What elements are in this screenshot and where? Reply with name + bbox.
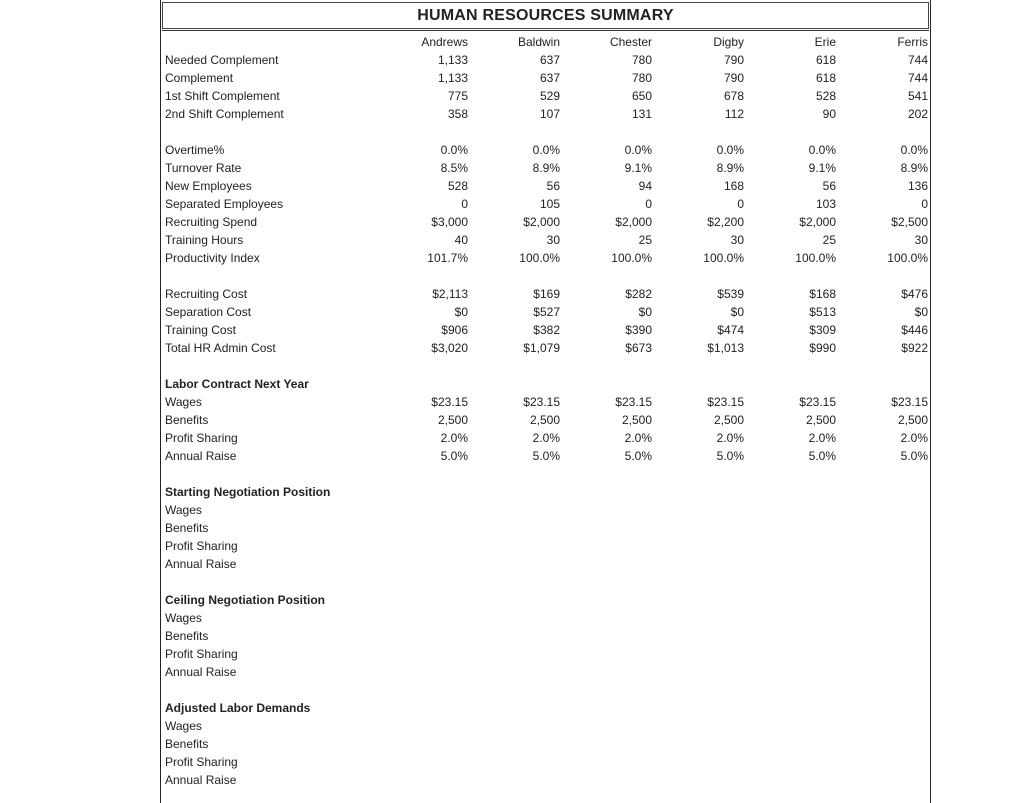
row-label: Wages: [165, 395, 202, 409]
cell-value: $168: [809, 287, 836, 301]
row-label: 2nd Shift Complement: [165, 107, 284, 121]
cell-value: 8.9%: [900, 161, 928, 175]
section-heading: Ceiling Negotiation Position: [165, 593, 325, 607]
row-label: Wages: [165, 719, 202, 733]
cell-value: $309: [809, 323, 836, 337]
cell-value: 100.0%: [703, 251, 744, 265]
cell-value: 5.0%: [716, 449, 744, 463]
cell-value: 0: [461, 197, 468, 211]
cell-value: $3,020: [431, 341, 468, 355]
cell-value: $2,000: [615, 215, 652, 229]
cell-value: $23.15: [523, 395, 560, 409]
cell-value: $474: [717, 323, 744, 337]
cell-value: 678: [723, 89, 744, 103]
cell-value: 790: [723, 53, 744, 67]
cell-value: 202: [907, 107, 928, 121]
cell-value: 618: [815, 53, 836, 67]
row-label: Benefits: [165, 413, 209, 427]
cell-value: $0: [914, 305, 928, 319]
header-rule: [162, 30, 929, 31]
cell-value: 0.0%: [440, 143, 468, 157]
cell-value: 136: [907, 179, 928, 193]
cell-value: 0.0%: [716, 143, 744, 157]
row-label: Training Hours: [165, 233, 244, 247]
cell-value: 5.0%: [532, 449, 560, 463]
cell-value: 0: [737, 197, 744, 211]
cell-value: 1,133: [437, 71, 468, 85]
cell-value: $673: [625, 341, 652, 355]
row-label: Benefits: [165, 521, 209, 535]
cell-value: 5.0%: [624, 449, 652, 463]
cell-value: 529: [539, 89, 560, 103]
cell-value: $0: [638, 305, 652, 319]
cell-value: 94: [638, 179, 652, 193]
cell-value: 0.0%: [532, 143, 560, 157]
cell-value: 637: [539, 53, 560, 67]
column-header-ferris: Ferris: [897, 35, 928, 49]
cell-value: $23.15: [891, 395, 928, 409]
cell-value: 2.0%: [440, 431, 468, 445]
cell-value: $282: [625, 287, 652, 301]
hr-summary-sheet: [160, 0, 931, 803]
cell-value: 103: [815, 197, 836, 211]
row-label: Benefits: [165, 629, 209, 643]
row-label: Profit Sharing: [165, 647, 238, 661]
cell-value: $539: [717, 287, 744, 301]
cell-value: 0: [645, 197, 652, 211]
cell-value: 2,500: [529, 413, 560, 427]
row-label: Annual Raise: [165, 773, 237, 787]
cell-value: 2,500: [437, 413, 468, 427]
cell-value: $23.15: [707, 395, 744, 409]
cell-value: $476: [901, 287, 928, 301]
cell-value: 40: [454, 233, 468, 247]
cell-value: $169: [533, 287, 560, 301]
cell-value: $513: [809, 305, 836, 319]
cell-value: $2,200: [707, 215, 744, 229]
cell-value: $0: [730, 305, 744, 319]
cell-value: 100.0%: [611, 251, 652, 265]
cell-value: 100.0%: [795, 251, 836, 265]
row-label: Wages: [165, 611, 202, 625]
cell-value: 56: [822, 179, 836, 193]
cell-value: 541: [907, 89, 928, 103]
cell-value: 105: [539, 197, 560, 211]
cell-value: 9.1%: [624, 161, 652, 175]
cell-value: 5.0%: [808, 449, 836, 463]
row-label: Annual Raise: [165, 449, 237, 463]
row-label: 1st Shift Complement: [165, 89, 280, 103]
row-label: Needed Complement: [165, 53, 279, 67]
cell-value: $23.15: [431, 395, 468, 409]
cell-value: 744: [907, 53, 928, 67]
cell-value: $2,000: [799, 215, 836, 229]
cell-value: 528: [447, 179, 468, 193]
cell-value: 5.0%: [900, 449, 928, 463]
cell-value: 100.0%: [519, 251, 560, 265]
cell-value: 780: [631, 53, 652, 67]
cell-value: 2,500: [805, 413, 836, 427]
cell-value: $446: [901, 323, 928, 337]
cell-value: 30: [546, 233, 560, 247]
row-label: Profit Sharing: [165, 539, 238, 553]
cell-value: 780: [631, 71, 652, 85]
cell-value: 2.0%: [716, 431, 744, 445]
section-heading: Starting Negotiation Position: [165, 485, 331, 499]
cell-value: 5.0%: [440, 449, 468, 463]
row-label: Separation Cost: [165, 305, 252, 319]
row-label: Productivity Index: [165, 251, 260, 265]
cell-value: $990: [809, 341, 836, 355]
row-label: Turnover Rate: [165, 161, 242, 175]
cell-value: 744: [907, 71, 928, 85]
cell-value: 2.0%: [900, 431, 928, 445]
row-label: Overtime%: [165, 143, 225, 157]
row-label: Annual Raise: [165, 557, 237, 571]
cell-value: 618: [815, 71, 836, 85]
row-label: Recruiting Spend: [165, 215, 258, 229]
cell-value: 107: [539, 107, 560, 121]
row-label: Annual Raise: [165, 665, 237, 679]
cell-value: 2,500: [713, 413, 744, 427]
cell-value: 131: [631, 107, 652, 121]
row-label: New Employees: [165, 179, 252, 193]
cell-value: 30: [730, 233, 744, 247]
row-label: Training Cost: [165, 323, 236, 337]
cell-value: 0: [921, 197, 928, 211]
column-header-erie: Erie: [814, 35, 836, 49]
cell-value: $922: [901, 341, 928, 355]
column-header-digby: Digby: [713, 35, 744, 49]
cell-value: $23.15: [615, 395, 652, 409]
cell-value: 2,500: [621, 413, 652, 427]
cell-value: 56: [546, 179, 560, 193]
cell-value: 2.0%: [532, 431, 560, 445]
cell-value: 8.9%: [716, 161, 744, 175]
row-label: Wages: [165, 503, 202, 517]
cell-value: $906: [441, 323, 468, 337]
cell-value: 8.9%: [532, 161, 560, 175]
cell-value: $2,500: [891, 215, 928, 229]
cell-value: $0: [454, 305, 468, 319]
cell-value: 168: [723, 179, 744, 193]
row-label: Total HR Admin Cost: [165, 341, 276, 355]
cell-value: $527: [533, 305, 560, 319]
cell-value: 1,133: [437, 53, 468, 67]
cell-value: 637: [539, 71, 560, 85]
column-header-chester: Chester: [609, 35, 652, 49]
cell-value: $382: [533, 323, 560, 337]
row-label: Separated Employees: [165, 197, 284, 211]
report-title: HUMAN RESOURCES SUMMARY: [162, 2, 929, 29]
cell-value: $2,113: [432, 287, 468, 301]
cell-value: 2.0%: [808, 431, 836, 445]
cell-value: 25: [822, 233, 836, 247]
cell-value: $390: [625, 323, 652, 337]
cell-value: 112: [724, 107, 744, 121]
cell-value: $1,079: [523, 341, 560, 355]
cell-value: 90: [822, 107, 836, 121]
column-header-andrews: Andrews: [421, 35, 468, 49]
cell-value: $23.15: [799, 395, 836, 409]
cell-value: 8.5%: [440, 161, 468, 175]
cell-value: 0.0%: [900, 143, 928, 157]
cell-value: $1,013: [707, 341, 744, 355]
cell-value: 650: [631, 89, 652, 103]
cell-value: 528: [815, 89, 836, 103]
cell-value: 2,500: [897, 413, 928, 427]
cell-value: 2.0%: [624, 431, 652, 445]
cell-value: 775: [447, 89, 468, 103]
row-label: Profit Sharing: [165, 755, 238, 769]
row-label: Benefits: [165, 737, 209, 751]
cell-value: $2,000: [523, 215, 560, 229]
row-label: Recruiting Cost: [165, 287, 248, 301]
section-heading: Labor Contract Next Year: [165, 377, 309, 391]
cell-value: 30: [914, 233, 928, 247]
cell-value: 0.0%: [624, 143, 652, 157]
row-label: Profit Sharing: [165, 431, 238, 445]
cell-value: 0.0%: [808, 143, 836, 157]
column-header-baldwin: Baldwin: [517, 35, 560, 49]
cell-value: 358: [447, 107, 468, 121]
cell-value: 100.0%: [887, 251, 928, 265]
cell-value: 25: [638, 233, 652, 247]
cell-value: 101.7%: [427, 251, 468, 265]
section-heading: Adjusted Labor Demands: [165, 701, 311, 715]
cell-value: 9.1%: [808, 161, 836, 175]
cell-value: 790: [723, 71, 744, 85]
cell-value: $3,000: [431, 215, 468, 229]
row-label: Complement: [165, 71, 234, 85]
